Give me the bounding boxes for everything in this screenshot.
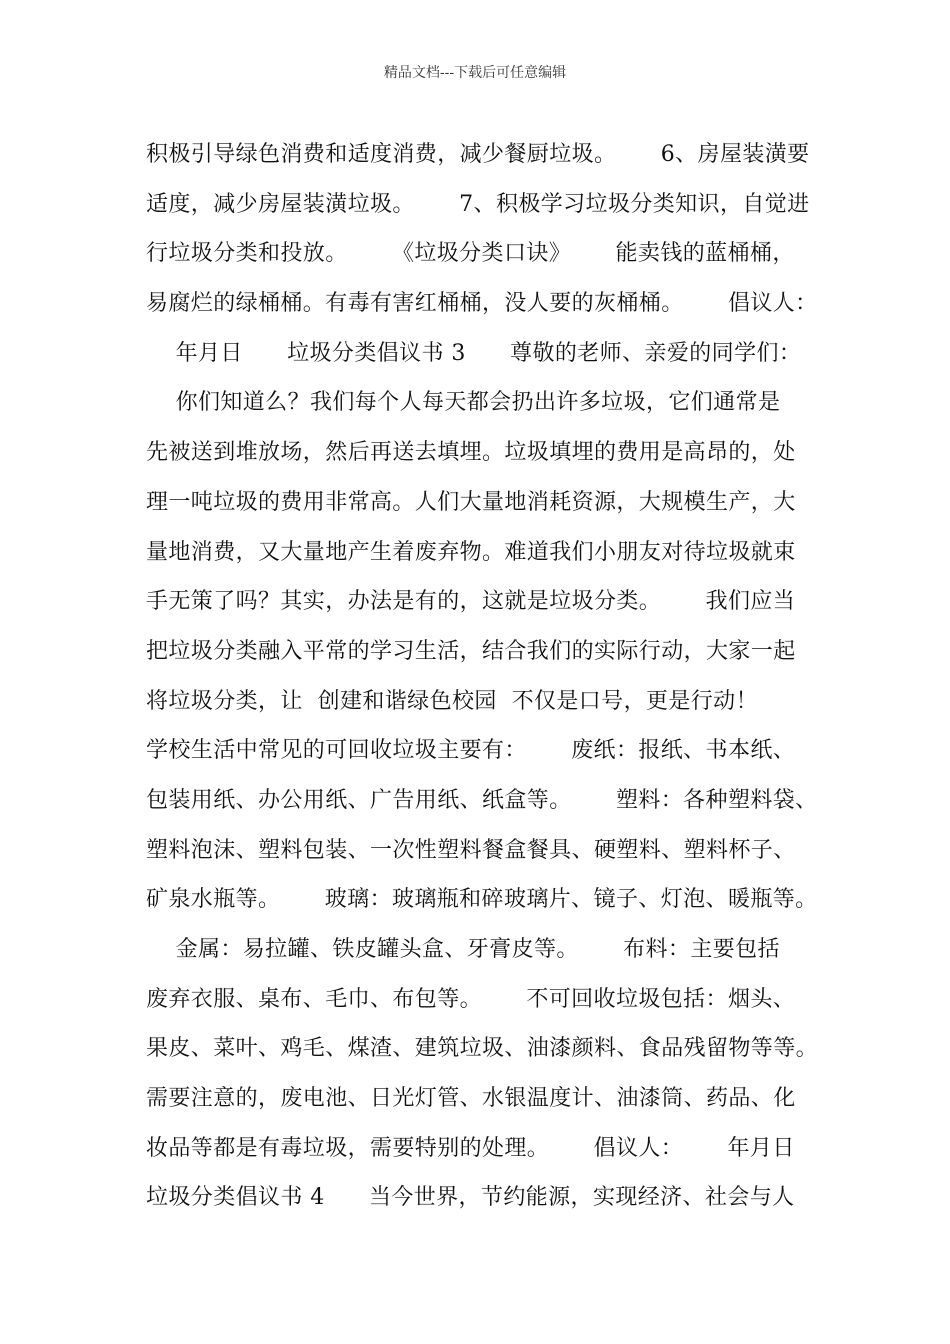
text-line: 废弃衣服、桌布、毛巾、布包等。 不可回收垃圾包括：烟头、 bbox=[146, 986, 796, 1012]
text-line: 金属：易拉罐、铁皮罐头盒、牙膏皮等。 布料：主要包括 bbox=[146, 937, 780, 962]
text-line: 先被送到堆放场，然后再送去填埋。垃圾填埋的费用是高昂的，处 bbox=[146, 440, 796, 466]
text-line: 塑料泡沫、塑料包装、一次性塑料餐盒餐具、硬塑料、塑料杯子、 bbox=[146, 837, 796, 863]
text-line: 垃圾分类倡议书 4 当今世界，节约能源，实现经济、社会与人 bbox=[146, 1185, 795, 1211]
text-line: 手无策了吗？其实，办法是有的，这就是垃圾分类。 我们应当 bbox=[146, 589, 796, 615]
text-line: 易腐烂的绿桶桶。有毒有害红桶桶，没人要的灰桶桶。 倡议人： bbox=[146, 291, 818, 317]
text-line: 行垃圾分类和投放。 《垃圾分类口诀》 能卖钱的蓝桶桶， bbox=[146, 241, 795, 267]
page-header: 精品文档---下载后可任意编辑 bbox=[383, 65, 567, 81]
text-line: 理一吨垃圾的费用非常高。人们大量地消耗资源，大规模生产，大 bbox=[146, 489, 796, 515]
text-line: 把垃圾分类融入平常的学习生活，结合我们的实际行动，大家一起 bbox=[146, 638, 796, 664]
text-line: 学校生活中常见的可回收垃圾主要有： 废纸：报纸、书本纸、 bbox=[146, 738, 796, 764]
text-line: 年月日 垃圾分类倡议书 3 尊敬的老师、亲爱的同学们： bbox=[146, 340, 802, 366]
document-body bbox=[146, 130, 826, 1223]
text-line: 矿泉水瓶等。 玻璃：玻璃瓶和碎玻璃片、镜子、灯泡、暖瓶等。 bbox=[146, 887, 818, 913]
text-line: 妆品等都是有毒垃圾，需要特别的处理。 倡议人： 年月日 bbox=[146, 1135, 795, 1161]
text-line: 积极引导绿色消费和适度消费，减少餐厨垃圾。 6、房屋装潢要 bbox=[146, 142, 810, 167]
text-line: 需要注意的，废电池、日光灯管、水银温度计、油漆筒、药品、化 bbox=[146, 1086, 796, 1112]
text-line: 将垃圾分类，让 创建和谐绿色校园 不仅是口号，更是行动！ bbox=[146, 688, 758, 714]
text-line: 包装用纸、办公用纸、广告用纸、纸盒等。 塑料：各种塑料袋、 bbox=[146, 787, 818, 813]
text-line: 量地消费，又大量地产生着废弃物。难道我们小朋友对待垃圾就束 bbox=[146, 539, 796, 565]
text-line: 你们知道么？我们每个人每天都会扔出许多垃圾，它们通常是 bbox=[146, 390, 781, 416]
text-line: 适度，减少房屋装潢垃圾。 7、积极学习垃圾分类知识，自觉进 bbox=[146, 191, 810, 217]
text-line: 果皮、菜叶、鸡毛、煤渣、建筑垃圾、油漆颜料、食品残留物等等。 bbox=[146, 1036, 819, 1062]
